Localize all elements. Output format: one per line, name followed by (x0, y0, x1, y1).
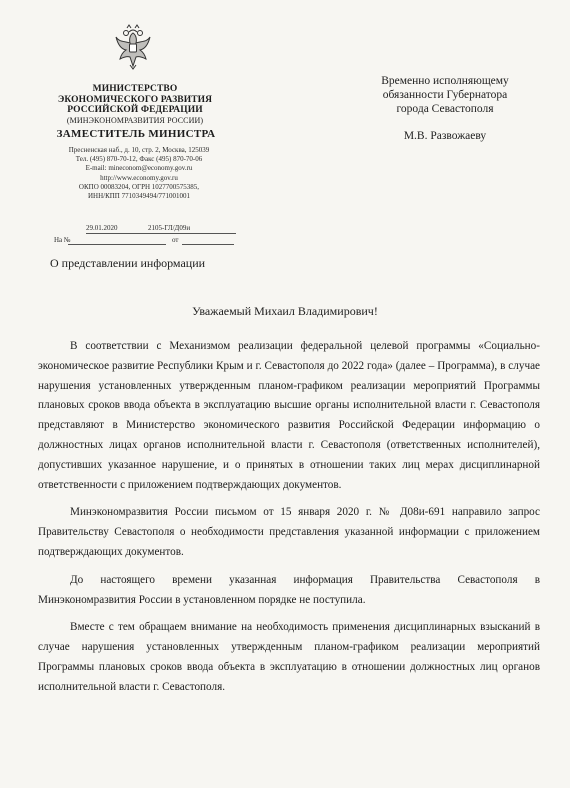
body-paragraph: Вместе с тем обращаем внимание на необходимость применения дисциплинарных взысканий в случае нарушения установленных утвержденным планом-графиком реализации мероприятий Программы плановых сроков ввода объекта в эксплуатацию в отношении должностных лиц органов исполнительной власти г. Севастополя. (38, 621, 540, 693)
contact-line: ОКПО 00083204, ОГРН 1027700575385, (78, 182, 200, 191)
outgoing-number: 2105-ГЛ/Д09и (148, 224, 191, 232)
double-headed-eagle-emblem-icon (114, 24, 152, 70)
divider (86, 233, 236, 234)
body-paragraph: До настоящего времени указанная информация Правительства Севастополя в Минэкономразвития России в установленном порядке не поступила. (38, 573, 540, 606)
contact-line: Пресненская наб., д. 10, стр. 2, Москва, 125039 (68, 146, 210, 154)
outgoing-date: 29.01.2020 (86, 224, 118, 232)
ministry-name (40, 84, 230, 126)
recipient-line: города Севастополя (396, 103, 494, 115)
ministry-abbreviation: (МИНЭКОНОМРАЗВИТИЯ РОССИИ) (66, 115, 204, 125)
recipient-title (360, 74, 530, 116)
ministry-line: МИНИСТЕРСТВО (92, 84, 178, 94)
recipient-line: Временно исполняющему (381, 75, 509, 87)
greeting: Уважаемый Михаил Владимирович! (192, 304, 378, 318)
letter-subject: О представлении информации (50, 256, 206, 270)
contact-details (44, 146, 234, 201)
reference-date-label: от (172, 236, 179, 244)
reference-line (54, 236, 234, 247)
contact-line: ИНН/КПП 7710349494/771001001 (87, 192, 191, 201)
divider (68, 244, 166, 245)
ministry-line: РОССИЙСКОЙ ФЕДЕРАЦИИ (67, 105, 203, 115)
divider (182, 244, 234, 245)
deputy-minister-title: ЗАМЕСТИТЕЛЬ МИНИСТРА (56, 128, 216, 140)
contact-line: E-mail: mineconom@economy.gov.ru (85, 164, 193, 173)
recipient-line: обязанности Губернатора (382, 89, 508, 101)
contact-line: Тел. (495) 870-70-12, Факс (495) 870-70-06 (75, 155, 203, 164)
ministry-line: ЭКОНОМИЧЕСКОГО РАЗВИТИЯ (57, 94, 213, 105)
reference-number-label: На № (54, 236, 71, 244)
outgoing-date-number (86, 224, 236, 235)
recipient-name: М.В. Развожаеву (403, 130, 487, 142)
body-paragraph: Минэкономразвития России письмом от 15 января 2020 г. № Д08и-691 направило запрос Правительству Севастополя о необходимости представления указанной информации с приложением подтверждающих документов. (38, 506, 540, 558)
letter-body (38, 337, 540, 706)
body-paragraph: В соответствии с Механизмом реализации федеральной целевой программы «Социально-экономическое развитие Республики Крым и г. Севастополя до 2022 года» (далее – Программа), в случае нарушения установленных утвержденным планом-графиком реализации мероприятий Программы плановых сроков ввода объекта в эксплуатацию высшие органы исполнительной власти г. Севастополя представляют в Министерство экономического развития Российской Федерации информацию о должностных лицах органов исполнительной власти г. Севастополя (ответственных исполнителей), допустивших указанное нарушение, и о принятых в отношении таких лиц мерах дисциплинарной ответственности с приложением подтверждающих документов. (38, 340, 540, 491)
contact-line: http://www.economy.gov.ru (100, 173, 178, 182)
